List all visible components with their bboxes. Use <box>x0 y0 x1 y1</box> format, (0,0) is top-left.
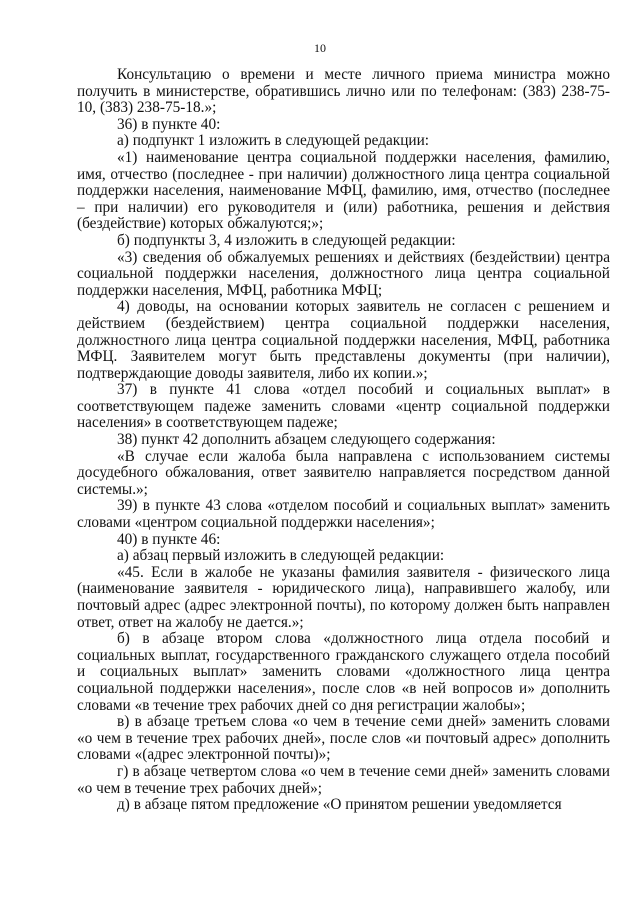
paragraph: а) подпункт 1 изложить в следующей редакции: <box>117 132 430 150</box>
paragraph: 37) в пункте 41 слова «отдел пособий и социальных выплат» в соответствующем падеже заменить словами «центр социальной поддержки населения» в соответствующем падеже; <box>77 381 610 432</box>
paragraph: 40) в пункте 46: <box>117 530 221 548</box>
paragraph: «3) сведения об обжалуемых решениях и действиях (бездействии) центра социальной поддержки населения, должностного лица центра социальной поддержки населения, МФЦ, работника МФЦ; <box>77 248 610 299</box>
paragraph: 36) в пункте 40: <box>117 115 221 133</box>
paragraph: 38) пункт 42 дополнить абзацем следующего содержания: <box>117 431 496 449</box>
paragraph: 39) в пункте 43 слова «отделом пособий и социальных выплат» заменить словами «центром социальной поддержки населения»; <box>77 497 610 532</box>
paragraph: Консультацию о времени и месте личного приема министра можно получить в министерстве, обратившись лично или по телефонам: (383) 238-75-10, (383) 238-75-18.»; <box>77 66 610 117</box>
paragraph: в) в абзаце третьем слова «о чем в течение семи дней» заменить словами «о чем в течение трех рабочих дней», после слов «и почтовый адрес» дополнить словами «(адрес электронной почты)»; <box>77 713 610 764</box>
paragraph: б) в абзаце втором слова «должностного лица отдела пособий и социальных выплат, государственного гражданского служащего отдела пособий и социальных выплат» заменить словами «должностного лица центра социальной поддержки населения», после слов «в ней вопросов и» дополнить словами «в течение трех рабочих дней со дня регистрации жалобы»; <box>77 630 610 714</box>
paragraph: а) абзац первый изложить в следующей редакции: <box>117 547 445 565</box>
paragraph: б) подпункты 3, 4 изложить в следующей редакции: <box>117 231 456 249</box>
paragraph: «45. Если в жалобе не указаны фамилия заявителя - физического лица (наименование заявителя - юридического лица), направившего жалобу, или почтовый адрес (адрес электронной почты), по которому должен быть направлен ответ, ответ на жалобу не дается.»; <box>77 563 610 631</box>
paragraph: «В случае если жалоба была направлена с использованием системы досудебного обжалования, ответ заявителю направляется посредством данной системы.»; <box>77 447 610 498</box>
paragraph: д) в абзаце пятом предложение «О принятом решении уведомляется <box>117 796 562 814</box>
page-number: 10 <box>314 41 326 55</box>
document-body <box>77 67 610 814</box>
paragraph: «1) наименование центра социальной поддержки населения, фамилию, имя, отчество (последнее - при наличии) должностного лица центра социальной поддержки населения, наименование МФЦ, фамилию, имя, отчество (последнее – при наличии) его руководителя и (или) работника, решения и действия (бездействие) которых обжалуются;»; <box>77 148 610 233</box>
paragraph: г) в абзаце четвертом слова «о чем в течение семи дней» заменить словами «о чем в течение трех рабочих дней»; <box>77 762 610 797</box>
paragraph: 4) доводы, на основании которых заявитель не согласен с решением и действием (бездействием) центра социальной поддержки населения, должностного лица центра социальной поддержки населения, МФЦ, работника МФЦ. Заявителем могут быть представлены документы (при наличии), подтверждающие доводы заявителя, либо их копии.»; <box>77 298 610 382</box>
